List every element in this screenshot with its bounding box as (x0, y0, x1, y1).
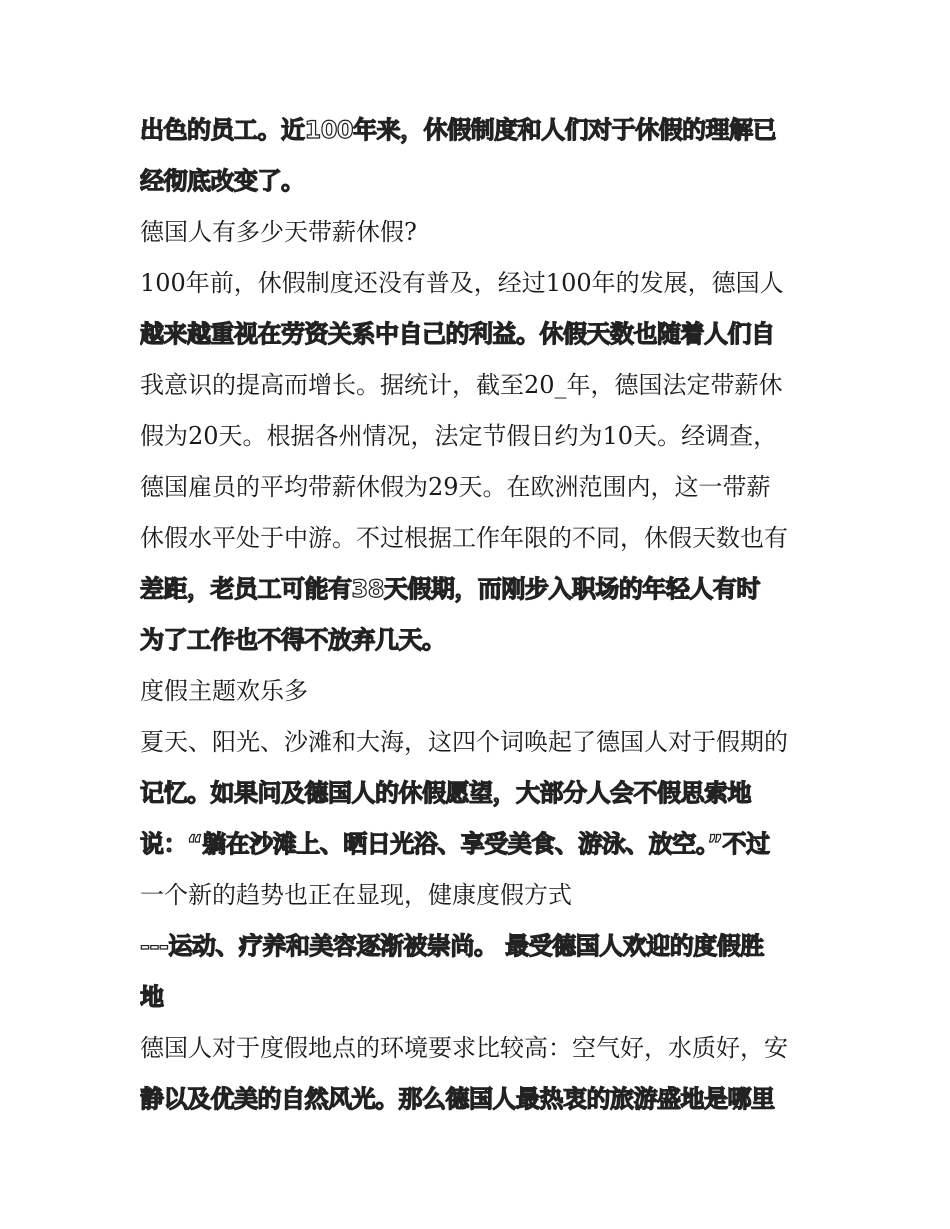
text-line-13: 夏天、阳光、沙滩和大海，这四个词唤起了德国人对于假期的 (140, 728, 788, 756)
section-heading-vacation-days: 德国人有多少天带薪休假? (140, 218, 417, 246)
text-line-4: 100年前，休假制度还没有普及，经过100年的发展，德国人 (140, 269, 784, 297)
text-line-7: 假为20天。根据各州情况，法定节假日约为10天。经调查， (140, 422, 778, 450)
text-line-14: 记忆。如果问及德国人的休假愿望，大部分人会不假思索地 (140, 779, 751, 807)
text-line-5: 越来越重视在劳资关系中自己的利益。休假天数也随着人们自 (140, 320, 775, 348)
text-line-15: 说：“躺在沙滩上、晒日光浴、享受美食、游泳、放空。”不过 (140, 830, 770, 858)
text-line-18: 地 (140, 983, 164, 1011)
text-line-19: 德国人对于度假地点的环境要求比较高：空气好，水质好，安 (140, 1034, 788, 1062)
text-line-2: 经彻底改变了。 (140, 167, 305, 195)
text-line-16: 一个新的趋势也正在显现，健康度假方式 (140, 881, 572, 909)
text-line-6: 我意识的提高而增长。据统计，截至20_年，德国法定带薪休 (140, 371, 783, 399)
text-line-1: 出色的员工。近100年来，休假制度和人们对于休假的理解已 (140, 116, 777, 144)
text-line-9: 休假水平处于中游。不过根据工作年限的不同，休假天数也有 (140, 524, 788, 552)
text-line-17: ---运动、疗养和美容逐渐被崇尚。 最受德国人欢迎的度假胜 (140, 932, 764, 960)
text-line-10: 差距，老员工可能有38天假期，而刚步入职场的年轻人有时 (140, 575, 760, 603)
text-line-11: 为了工作也不得不放弃几天。 (140, 626, 446, 654)
section-heading-holiday-themes: 度假主题欢乐多 (140, 677, 308, 705)
text-line-20: 静以及优美的自然风光。那么德国人最热衷的旅游盛地是哪里 (140, 1085, 775, 1113)
text-line-8: 德国雇员的平均带薪休假为29天。在欧洲范围内，这一带薪 (140, 473, 771, 501)
